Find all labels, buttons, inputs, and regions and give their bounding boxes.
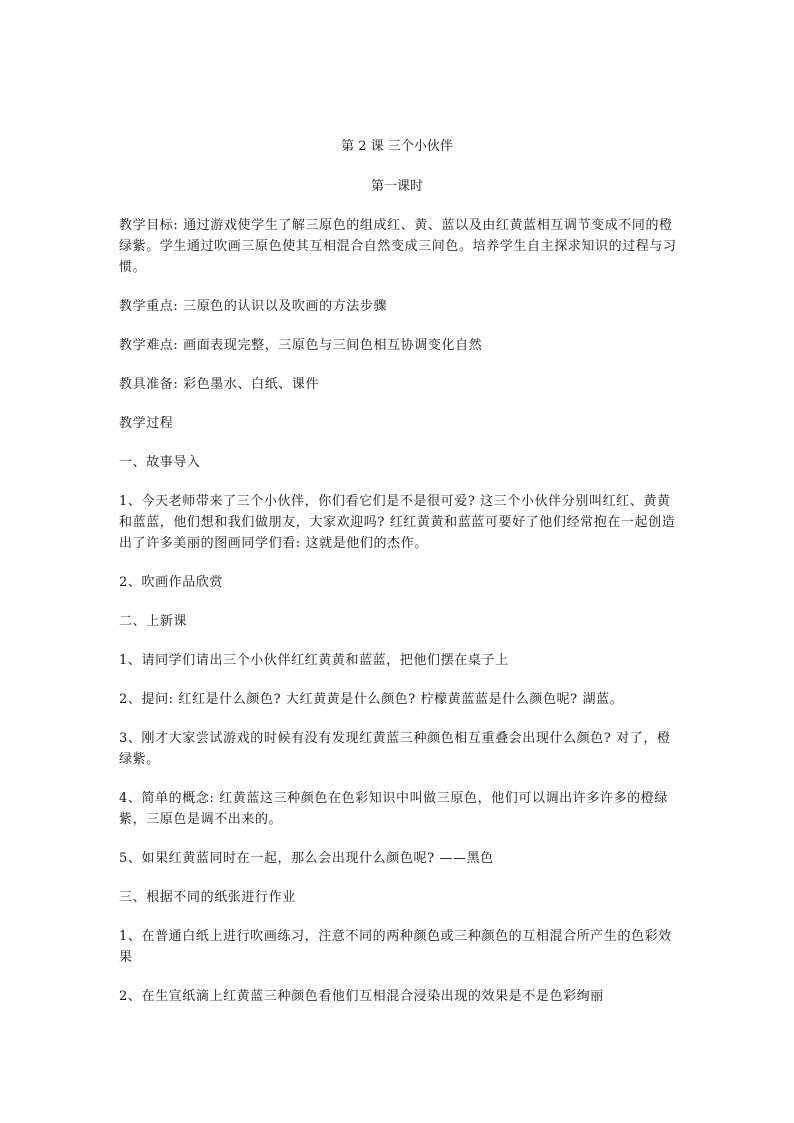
list-item: 2、吹画作品欣赏 — [119, 575, 224, 590]
paragraph-materials: 教具准备: 彩色墨水、白纸、课件 — [119, 377, 320, 392]
list-item: 1、今天老师带来了三个小伙伴，你们看它们是不是很可爱? 这三个小伙伴分别叫红红、黄黄和蓝蓝，他们想和我们做朋友，大家欢迎吗? 红红黄黄和蓝蓝可要好了他们经常抱在一起创造出了许多美丽的图画同学们看: 这就是他们的杰作。 — [119, 494, 676, 551]
section-heading-story-intro: 一、故事导入 — [119, 455, 201, 470]
paragraph-teaching-goal: 教学目标: 通过游戏使学生了解三原色的组成红、黄、蓝以及由红黄蓝相互调节变成不同的橙绿紫。学生通过吹画三原色使其互相混合自然变成三间色。培养学生自主探求知识的过程与习惯。 — [119, 218, 677, 275]
list-item: 2、在生宣纸滴上红黄蓝三种颜色看他们互相混合浸染出现的效果是不是色彩绚丽 — [119, 989, 604, 1004]
list-item: 3、刚才大家尝试游戏的时候有没有发现红黄蓝三种颜色相互重叠会出现什么颜色? 对了，橙绿紫。 — [119, 731, 671, 767]
paragraph-key-points: 教学重点: 三原色的认识以及吹画的方法步骤 — [119, 299, 388, 314]
lesson-subtitle: 第一课时 — [370, 179, 423, 194]
lesson-content — [119, 215, 679, 1025]
list-item: 4、简单的概念: 红黄蓝这三种颜色在色彩知识中叫做三原色，他们可以调出许多许多的橙绿紫，三原色是调不出来的。 — [119, 791, 668, 827]
lesson-title: 第 2 课 三个小伙伴 — [341, 139, 453, 154]
list-item: 2、提问: 红红是什么颜色? 大红黄黄是什么颜色? 柠檬黄蓝蓝是什么颜色呢? 湖蓝。 — [119, 692, 624, 707]
section-heading-new-lesson: 二、上新课 — [119, 614, 188, 629]
list-item: 1、请同学们请出三个小伙伴红红黄黄和蓝蓝，把他们摆在桌子上 — [119, 653, 509, 668]
list-item: 1、在普通白纸上进行吹画练习，注意不同的两种颜色或三种颜色的互相混合所产生的色彩效果 — [119, 929, 672, 965]
paragraph-process-heading: 教学过程 — [119, 416, 174, 431]
paragraph-difficult-points: 教学难点: 画面表现完整，三原色与三间色相互协调变化自然 — [119, 338, 483, 353]
list-item: 5、如果红黄蓝同时在一起，那么会出现什么颜色呢? ——黑色 — [119, 851, 494, 866]
section-heading-practice: 三、根据不同的纸张进行作业 — [119, 890, 296, 905]
